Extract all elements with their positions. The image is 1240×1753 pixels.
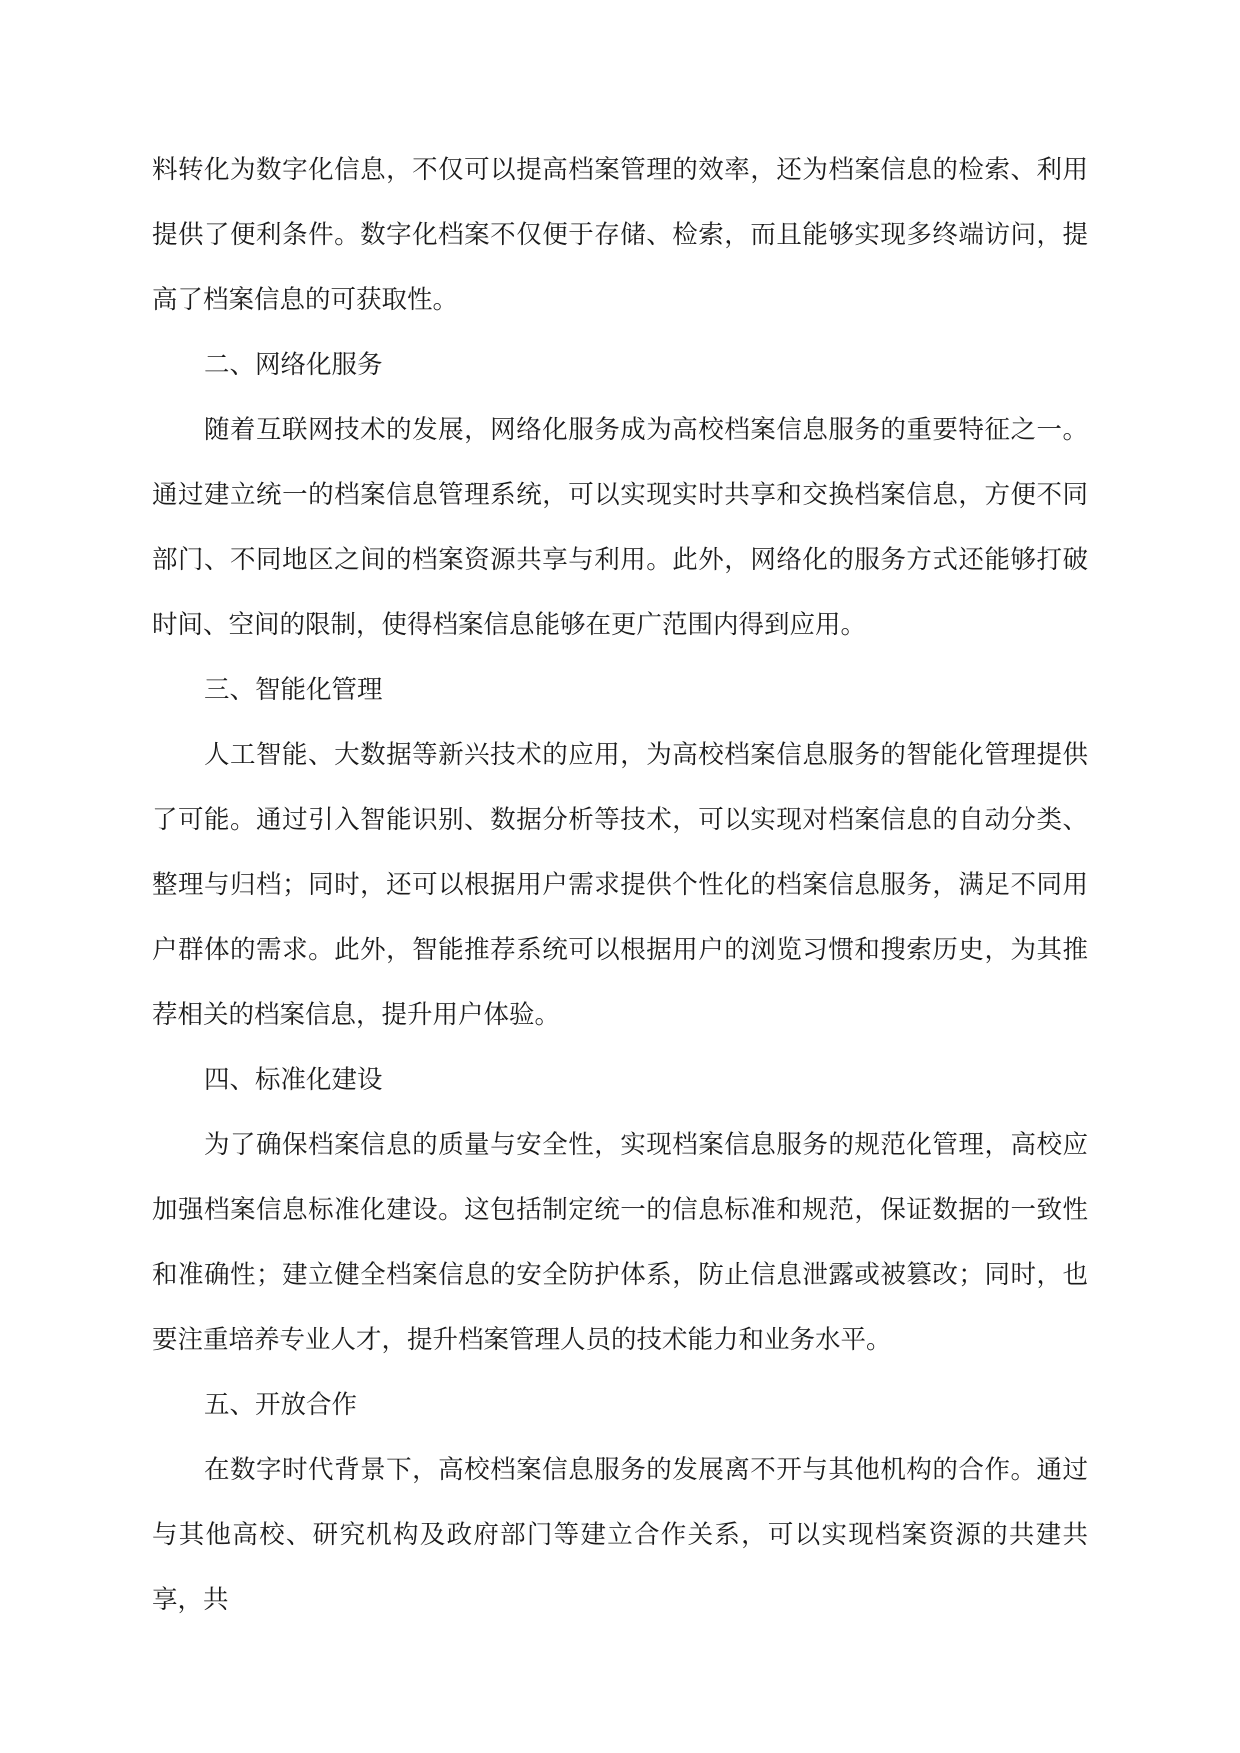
- heading-intelligent-management: 三、智能化管理: [204, 675, 383, 705]
- paragraph-open-cooperation: 在数字时代背景下，高校档案信息服务的发展离不开与其他机构的合作。通过与其他高校、研究机构及政府部门等建立合作关系，可以实现档案资源的共建共享，共: [152, 1455, 1088, 1615]
- heading-open-cooperation: 五、开放合作: [204, 1390, 358, 1420]
- paragraph-standardization: 为了确保档案信息的质量与安全性，实现档案信息服务的规范化管理，高校应加强档案信息标准化建设。这包括制定统一的信息标准和规范，保证数据的一致性和准确性；建立健全档案信息的安全防护体系，防止信息泄露或被篡改；同时，也要注重培养专业人才，提升档案管理人员的技术能力和业务水平。: [152, 1130, 1088, 1355]
- paragraph-networked-service: 随着互联网技术的发展，网络化服务成为高校档案信息服务的重要特征之一。通过建立统一的档案信息管理系统，可以实现实时共享和交换档案信息，方便不同部门、不同地区之间的档案资源共享与利用。此外，网络化的服务方式还能够打破时间、空间的限制，使得档案信息能够在更广范围内得到应用。: [152, 415, 1088, 640]
- heading-networked-service: 二、网络化服务: [204, 350, 383, 380]
- paragraph-digitization-continued: 料转化为数字化信息，不仅可以提高档案管理的效率，还为档案信息的检索、利用提供了便利条件。数字化档案不仅便于存储、检索，而且能够实现多终端访问，提高了档案信息的可获取性。: [152, 155, 1088, 315]
- paragraph-intelligent-management: 人工智能、大数据等新兴技术的应用，为高校档案信息服务的智能化管理提供了可能。通过引入智能识别、数据分析等技术，可以实现对档案信息的自动分类、整理与归档；同时，还可以根据用户需求提供个性化的档案信息服务，满足不同用户群体的需求。此外，智能推荐系统可以根据用户的浏览习惯和搜索历史，为其推荐相关的档案信息，提升用户体验。: [152, 740, 1088, 1030]
- document-page: [152, 138, 1088, 1633]
- heading-standardization: 四、标准化建设: [204, 1065, 383, 1095]
